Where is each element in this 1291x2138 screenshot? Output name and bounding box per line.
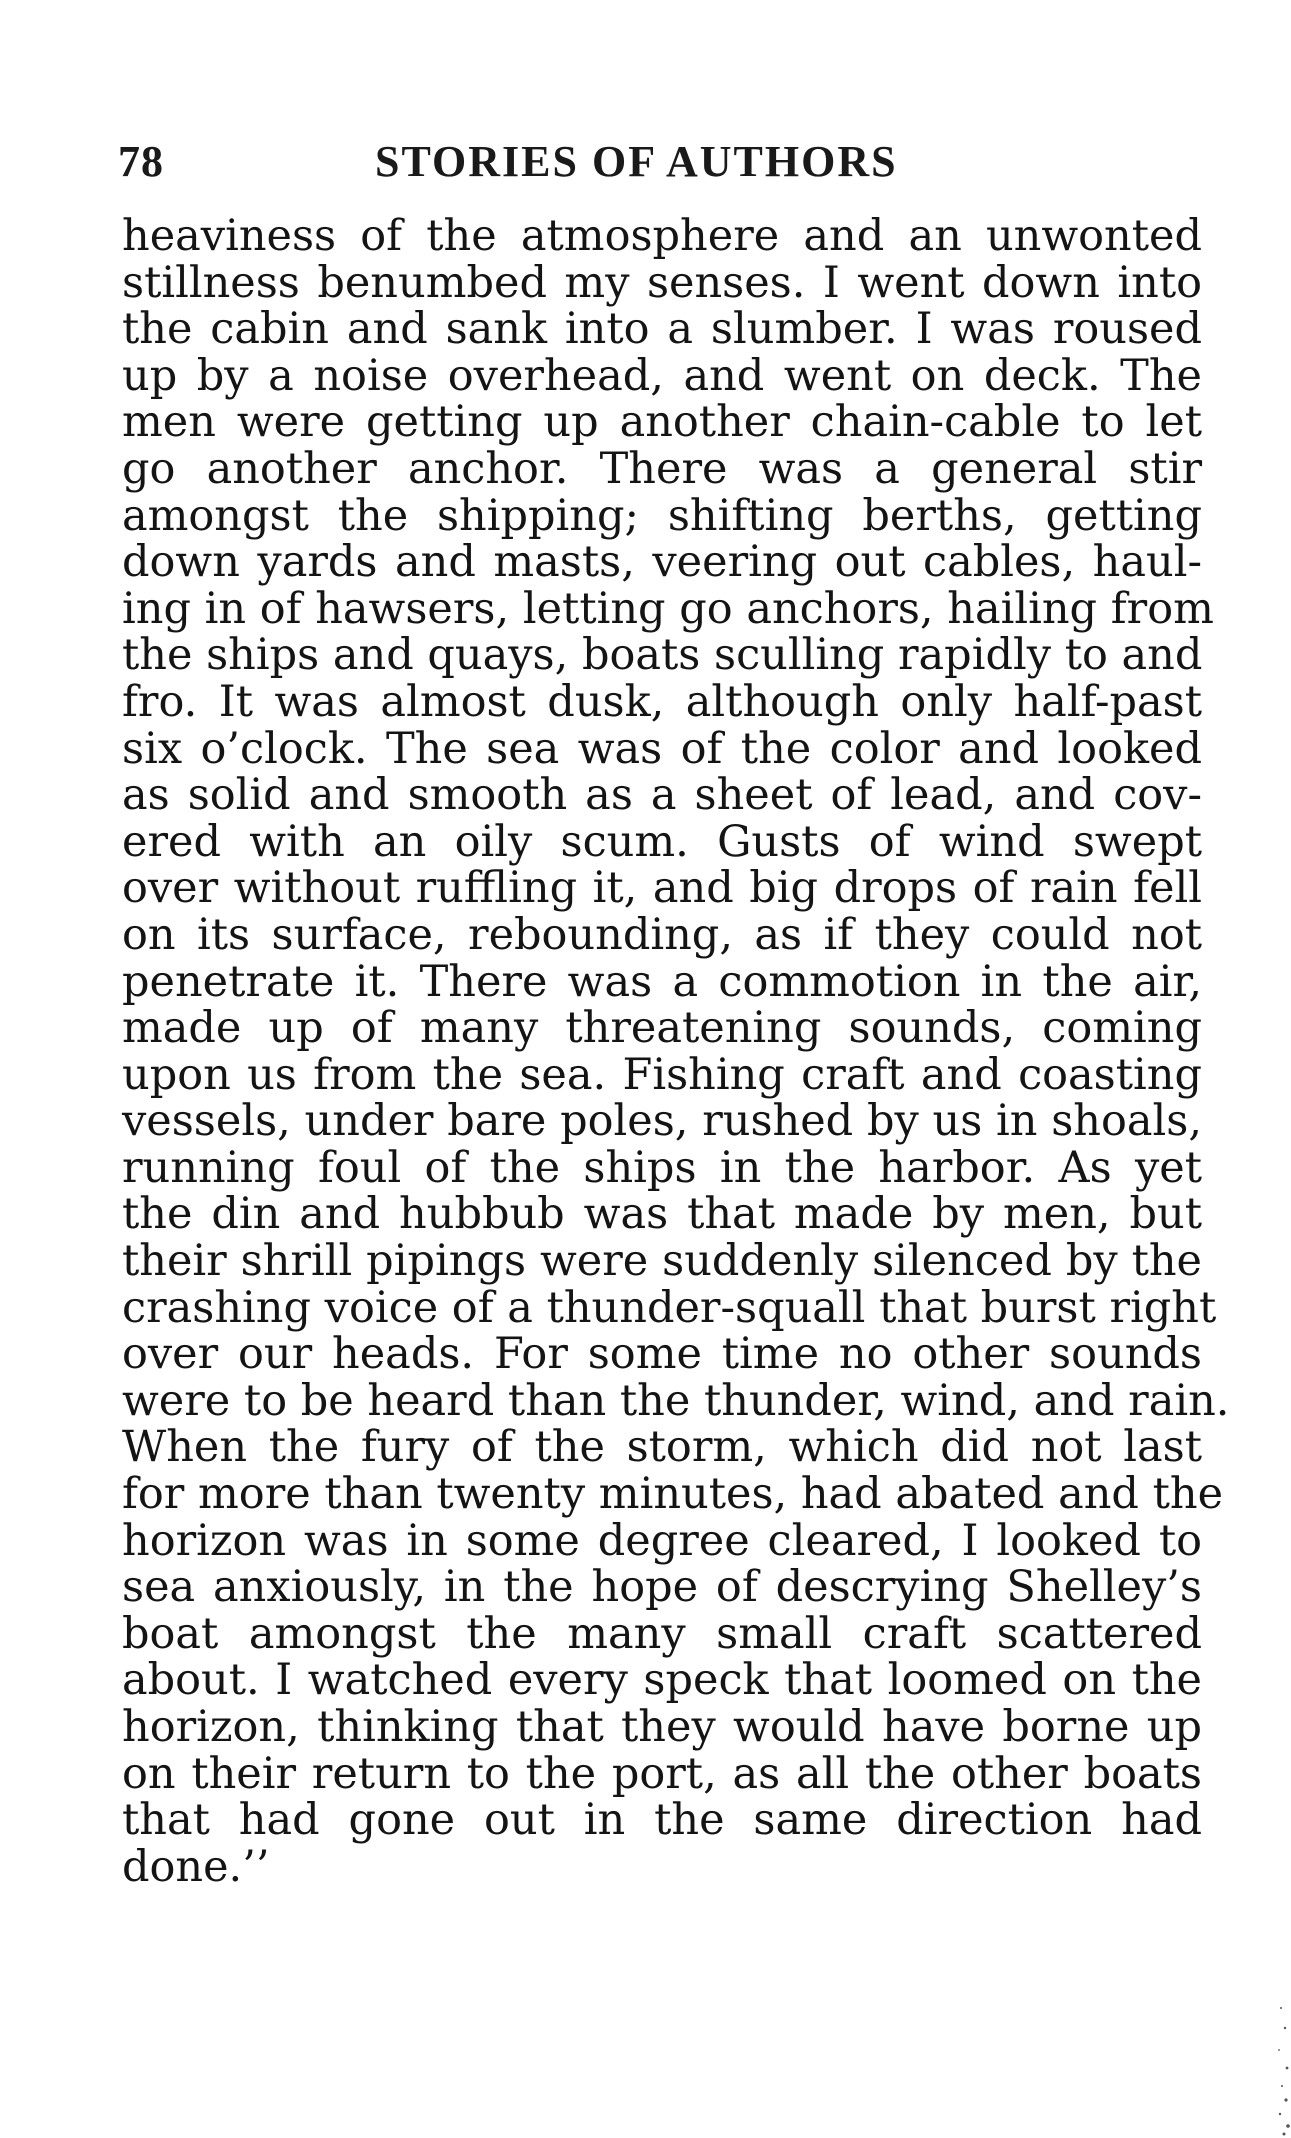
text-line: boat amongst the many small craft scattered xyxy=(122,1608,1202,1659)
text-line: men were getting up another chain-cable to let xyxy=(122,397,1202,448)
text-line: over our heads. For some time no other sounds xyxy=(122,1329,1202,1380)
text-line: the cabin and sank into a slumber. I was roused xyxy=(122,304,1202,355)
text-line: made up of many threatening sounds, coming xyxy=(122,1003,1202,1054)
text-line: vessels, under bare poles, rushed by us in shoals, xyxy=(122,1096,1202,1147)
running-title: STORIES OF AUTHORS xyxy=(375,137,898,186)
text-line: six o’clock. The sea was of the color and looked xyxy=(122,723,1202,774)
text-line: fro. It was almost dusk, although only half-past xyxy=(122,676,1202,727)
text-line: penetrate it. There was a commotion in the air, xyxy=(122,956,1202,1007)
text-line: sea anxiously, in the hope of descrying Shelley’s xyxy=(122,1562,1202,1613)
text-line: about. I watched every speck that loomed on the xyxy=(122,1655,1202,1706)
text-line: their shrill pipings were suddenly silenced by the xyxy=(122,1236,1202,1287)
text-line: that had gone out in the same direction had xyxy=(122,1795,1202,1846)
text-line: stillness benumbed my senses. I went down into xyxy=(122,257,1202,308)
text-line: running foul of the ships in the harbor. As yet xyxy=(122,1142,1202,1193)
text-line: the din and hubbub was that made by men, but xyxy=(122,1189,1202,1240)
text-line: ered with an oily scum. Gusts of wind swept xyxy=(122,816,1202,867)
text-line: on their return to the port, as all the other boats xyxy=(122,1748,1202,1799)
text-line: over without ruffling it, and big drops of rain fell xyxy=(122,863,1202,914)
text-line: go another anchor. There was a general stir xyxy=(122,443,1202,494)
text-line: heaviness of the atmosphere and an unwonted xyxy=(122,211,1202,261)
text-line-last: done.’’ xyxy=(122,1841,270,1892)
text-line: were to be heard than the thunder, wind, and rain. xyxy=(122,1375,1230,1426)
text-line: up by a noise overhead, and went on deck. The xyxy=(122,350,1202,401)
text-line: horizon, thinking that they would have borne up xyxy=(122,1702,1202,1752)
text-line: crashing voice of a thunder-squall that burst right xyxy=(122,1282,1217,1333)
page-edge-speckle xyxy=(1251,1988,1291,2138)
text-line: down yards and masts, veering out cables, haul- xyxy=(122,537,1202,588)
running-head xyxy=(118,136,1198,186)
text-line: for more than twenty minutes, had abated and the xyxy=(122,1469,1224,1520)
text-line: on its surface, rebounding, as if they could not xyxy=(122,909,1202,960)
text-line: When the fury of the storm, which did not last xyxy=(122,1422,1202,1473)
text-line: horizon was in some degree cleared, I looked to xyxy=(122,1515,1202,1566)
page-number: 78 xyxy=(118,137,164,186)
body-text xyxy=(122,211,1230,1892)
text-line: ing in of hawsers, letting go anchors, hailing from xyxy=(122,583,1214,634)
text-line: as solid and smooth as a sheet of lead, and cov- xyxy=(122,770,1202,821)
text-line: amongst the shipping; shifting berths, getting xyxy=(122,490,1202,541)
text-line: the ships and quays, boats sculling rapidly to and xyxy=(122,630,1203,681)
text-line: upon us from the sea. Fishing craft and coasting xyxy=(122,1049,1202,1100)
